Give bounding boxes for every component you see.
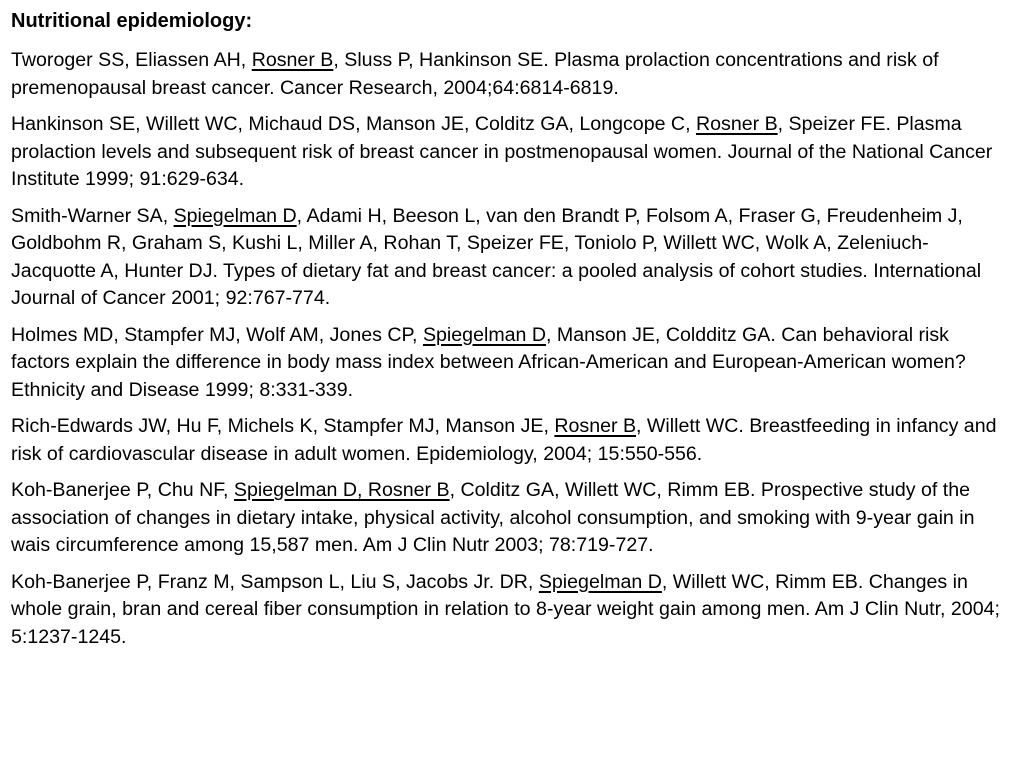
reference-highlighted-author: Spiegelman D [173,204,297,227]
reference-details: , Sluss P, Hankinson SE. Plasma prolaction concentrations and risk of premenopausal breast cancer. Cancer Research, 2004;64:6814-6819. [11,49,939,99]
reference-item [11,322,1011,405]
reference-highlighted-author: Rosner B [695,113,778,135]
reference-highlighted-author: Spiegelman D [422,323,547,346]
reference-authors-pre: Koh-Banerjee P, Franz M, Sampson L, Liu S, Jacobs Jr. DR, [11,570,539,593]
document-page [11,7,1011,660]
reference-authors-pre: Smith-Warner SA, [11,204,174,227]
reference-authors-pre: Hankinson SE, Willett WC, Michaud DS, Manson JE, Colditz GA, Longcope C, [11,113,696,135]
reference-authors-pre: Rich-Edwards JW, Hu F, Michels K, Stampfer MJ, Manson JE, [11,415,555,437]
reference-details: , Willett WC, Rimm EB. Changes in whole grain, bran and cereal fiber consumption in relation to 8-year weight gain among men. Am J Clin Nutr, 2004; 5:1237-1245. [11,570,1000,648]
reference-details: , Willett WC. Breastfeeding in infancy and risk of cardiovascular disease in adult women. Epidemiology, 2004; 15:550-556. [11,415,997,465]
reference-highlighted-author: Rosner B [251,49,334,71]
reference-authors-pre: Koh-Banerjee P, Chu NF, [11,479,234,501]
reference-details: , Colditz GA, Willett WC, Rimm EB. Prospective study of the association of changes in dietary intake, physical activity, alcohol consumption, and smoking with 9-year gain in wais circumference among 15,587 men. Am J Clin Nutr 2003; 78:719-727. [11,479,975,556]
reference-details: , Manson JE, Coldditz GA. Can behavioral risk factors explain the difference in body mass index between African-American and European-American women? Ethnicity and Disease 1999; 8:331-339. [11,323,966,401]
reference-authors-pre: Holmes MD, Stampfer MJ, Wolf AM, Jones CP, [11,323,423,346]
reference-item [11,47,1011,102]
reference-authors-pre: Tworoger SS, Eliassen AH, [11,49,252,71]
page-title: Nutritional epidemiology: [11,10,253,32]
reference-details: , Adami H, Beeson L, van den Brandt P, Folsom A, Fraser G, Freudenheim J, Goldbohm R, Graham S, Kushi L, Miller A, Rohan T, Speizer FE, Toniolo P, Willett WC, Wolk A, Zeleniuch-Jacquotte A, Hunter DJ. Types of dietary fat and breast cancer: a pooled analysis of cohort studies. International Journal of Cancer 2001; 92:767-774. [11,204,982,309]
reference-item [11,477,1011,560]
reference-details: , Speizer FE. Plasma prolaction levels and subsequent risk of breast cancer in postmenopausal women. Journal of the National Cancer Institute 1999; 91:629-634. [11,113,993,190]
reference-item [11,413,1011,468]
reference-highlighted-author: Spiegelman D [538,570,662,593]
reference-item [11,569,1011,652]
reference-highlighted-author: Spiegelman D, Rosner B [233,479,450,501]
reference-item [11,111,1011,194]
reference-highlighted-author: Rosner B [554,415,637,437]
reference-item [11,203,1011,313]
